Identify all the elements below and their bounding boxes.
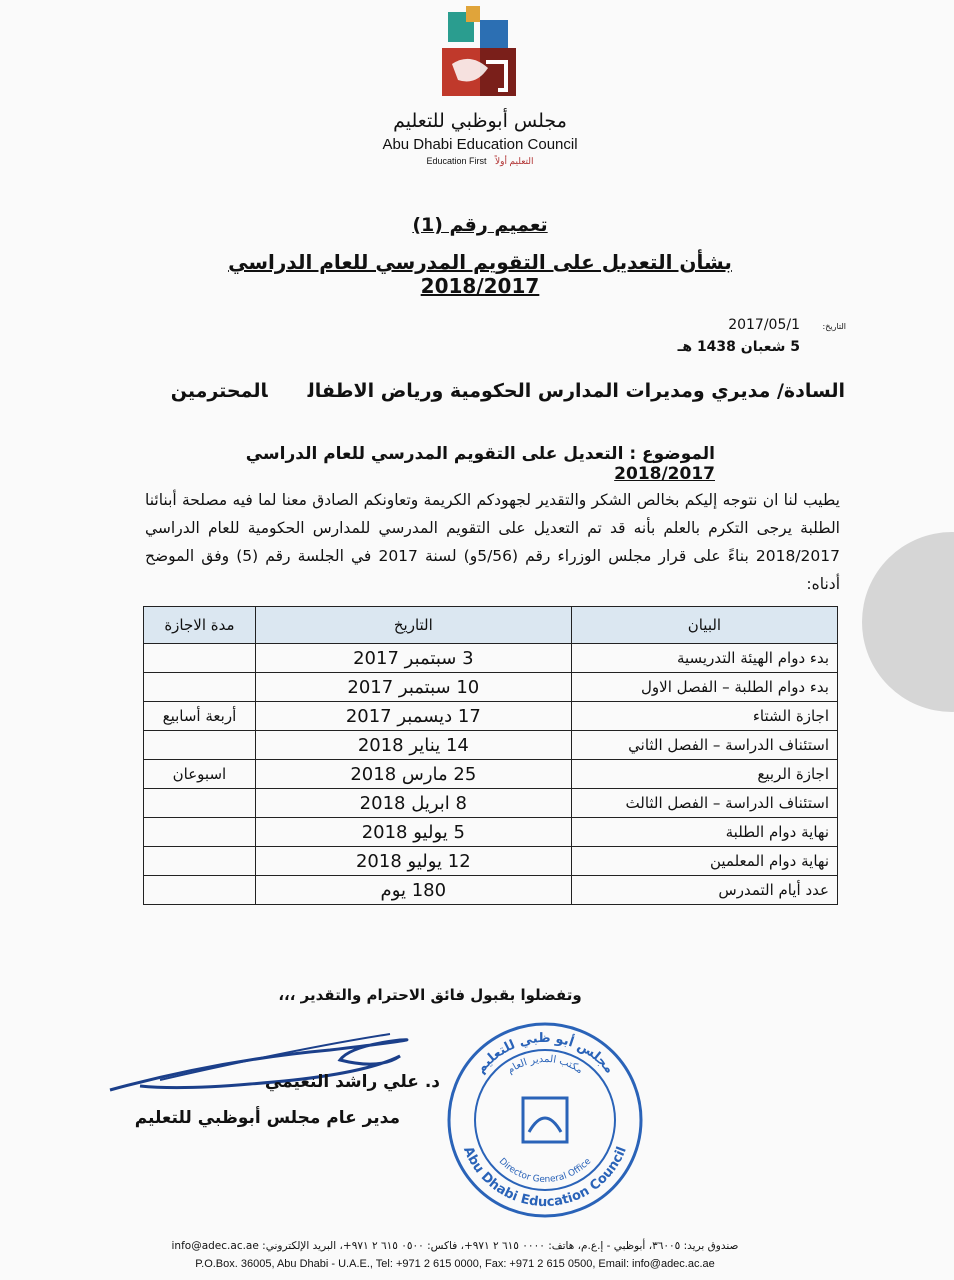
row-date: 25 مارس 2018 bbox=[255, 760, 571, 789]
row-item: استئناف الدراسة – الفصل الثالث bbox=[571, 789, 837, 818]
row-item: عدد أيام التمدرس bbox=[571, 876, 837, 905]
row-duration bbox=[144, 644, 256, 673]
row-item: بدء دوام الهيئة التدريسية bbox=[571, 644, 837, 673]
circular-number: تعميم رقم (1) bbox=[412, 214, 548, 236]
row-date: 12 يوليو 2018 bbox=[255, 847, 571, 876]
council-name-en: Abu Dhabi Education Council bbox=[382, 136, 578, 153]
row-duration bbox=[144, 847, 256, 876]
date-label: التاريخ: bbox=[822, 322, 846, 331]
date-gregorian: 2017/05/1 bbox=[728, 317, 800, 333]
slogan-ar: التعليم أولاً bbox=[495, 156, 534, 166]
stamp-inner-ar: مكتب المدير العام bbox=[505, 1053, 585, 1077]
row-duration bbox=[144, 731, 256, 760]
row-item: بدء دوام الطلبة – الفصل الاول bbox=[571, 673, 837, 702]
row-date: 10 سبتمبر 2017 bbox=[255, 673, 571, 702]
footer-arabic: صندوق بريد: ٣٦٠٠٥، أبوظبي - إ.ع.م، هاتف: ٠٠٠٠ ٦١٥ ٢ ٩٧١+، فاكس: ٠٥٠٠ ٦١٥ ٢ ٩٧١+، البريد الإلكتروني: info@adec.ac.ae bbox=[171, 1240, 739, 1252]
addressees-honorific: المحترمين bbox=[170, 380, 268, 402]
footer-english: P.O.Box. 36005, Abu Dhabi - U.A.E., Tel: +971 2 615 0000, Fax: +971 2 615 0500, Email: info@adec.ac.ae bbox=[195, 1258, 715, 1270]
stamp-outer-en: Abu Dhabi Education Council bbox=[460, 1144, 630, 1211]
stamp-inner-en: Director General Office bbox=[496, 1156, 594, 1186]
header-date: التاريخ bbox=[255, 607, 571, 644]
row-duration bbox=[144, 818, 256, 847]
table-row bbox=[144, 644, 838, 673]
table-row bbox=[144, 789, 838, 818]
header-duration: مدة الاجازة bbox=[144, 607, 256, 644]
school-calendar-table bbox=[143, 606, 838, 905]
subject-line bbox=[160, 444, 715, 484]
table-row bbox=[144, 673, 838, 702]
stamp-outer-ar: مجلس أبو ظبي للتعليم bbox=[473, 1030, 617, 1077]
row-item: نهاية دوام المعلمين bbox=[571, 847, 837, 876]
row-date: 3 سبتمبر 2017 bbox=[255, 644, 571, 673]
council-name-ar: مجلس أبوظبي للتعليم bbox=[393, 110, 567, 132]
table-header-row bbox=[144, 607, 838, 644]
row-date: 17 ديسمبر 2017 bbox=[255, 702, 571, 731]
table-row bbox=[144, 760, 838, 789]
row-date: 14 يناير 2018 bbox=[255, 731, 571, 760]
signatory-title: مدير عام مجلس أبوظبي للتعليم bbox=[134, 1108, 400, 1128]
table-row bbox=[144, 731, 838, 760]
row-duration bbox=[144, 673, 256, 702]
body-paragraph: يطيب لنا ان نتوجه إليكم بخالص الشكر والتقدير لجهودكم الكريمة وتعاونكم الصادق معنا لما فيه مصلحة أبنائنا الطلبة يرجى التكرم بالعلم بأنه قد تم التعديل على التقويم المدرسي للمدارس الحكومية للعام الدراسي 2018/2017 بناءً على قرار مجلس الوزراء رقم (5/56و) لسنة 2017 في الجلسة رقم (5) وفق الموضح أدناه: bbox=[145, 491, 840, 593]
table-row bbox=[144, 702, 838, 731]
signatory-name: د. علي راشد النعيمي bbox=[264, 1072, 440, 1092]
side-decoration bbox=[862, 532, 954, 712]
row-item: اجازة الشتاء bbox=[571, 702, 837, 731]
row-duration bbox=[144, 789, 256, 818]
council-logo-icon bbox=[440, 6, 520, 106]
row-date: 5 يوليو 2018 bbox=[255, 818, 571, 847]
official-stamp-icon bbox=[445, 1020, 645, 1220]
date-hijri: 5 شعبان 1438 هـ bbox=[677, 339, 800, 355]
circular-subject: بشأن التعديل على التقويم المدرسي للعام الدراسي 2018/2017 bbox=[228, 250, 732, 298]
header-item: البيان bbox=[571, 607, 837, 644]
row-item: اجازة الربيع bbox=[571, 760, 837, 789]
row-item: استئناف الدراسة – الفصل الثاني bbox=[571, 731, 837, 760]
table-row bbox=[144, 847, 838, 876]
row-date: 180 يوم bbox=[255, 876, 571, 905]
row-item: نهاية دوام الطلبة bbox=[571, 818, 837, 847]
row-duration: أربعة أسابيع bbox=[144, 702, 256, 731]
table-row bbox=[144, 876, 838, 905]
slogan-en: Education First bbox=[426, 156, 487, 166]
row-duration: اسبوعان bbox=[144, 760, 256, 789]
table-row bbox=[144, 818, 838, 847]
closing-line: وتفضلوا بقبول فائق الاحترام والتقدير ،،، bbox=[278, 986, 582, 1004]
slogan bbox=[330, 156, 630, 167]
row-duration bbox=[144, 876, 256, 905]
row-date: 8 ابريل 2018 bbox=[255, 789, 571, 818]
svg-text:مكتب المدير العام bbox=[505, 1054, 584, 1076]
addressees-text: السادة/ مديري ومديرات المدارس الحكومية ورياض الاطفال bbox=[307, 380, 845, 402]
addressees bbox=[150, 380, 845, 402]
subject-year: 2018/2017 bbox=[614, 464, 715, 484]
subject-text: الموضوع : التعديل على التقويم المدرسي للعام الدراسي bbox=[245, 444, 715, 464]
